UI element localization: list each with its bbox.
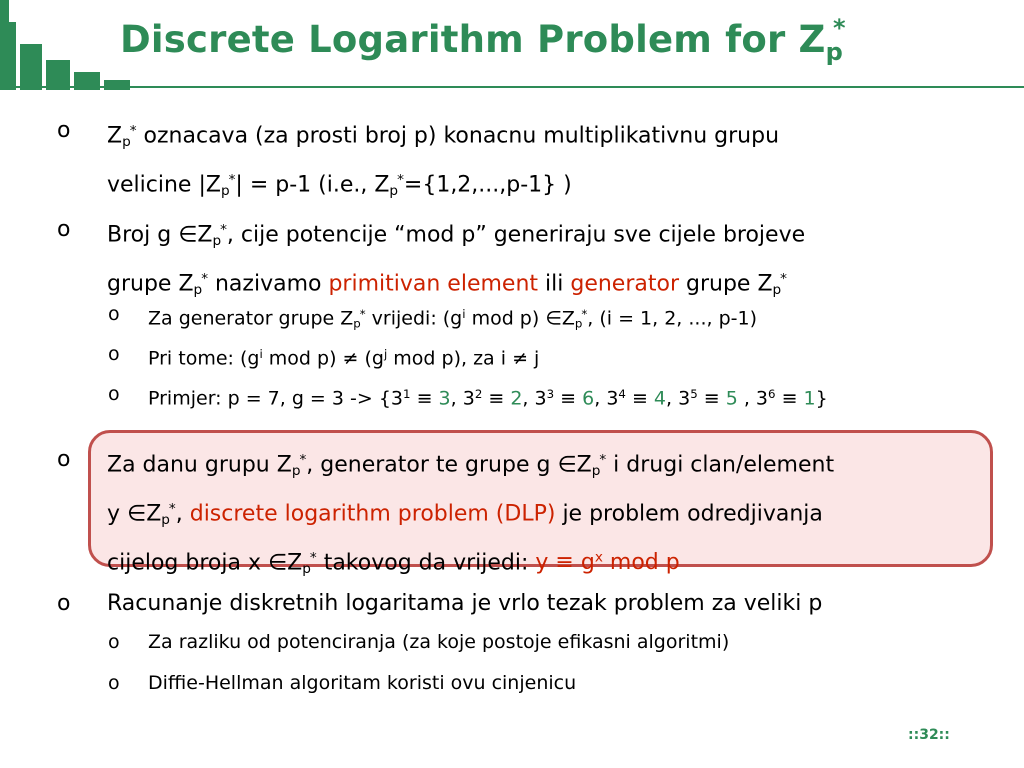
sub-bullet-example: o Primjer: p = 7, $g = 3 -> \{3^1 \equiv 3$, $3^2 \equiv 2$, $3^3 \equiv 6$, $3^4 \equiv 4$, $3^5 \equiv 5$ , $3^6 \equiv 1$} [108, 383, 828, 410]
sub-bullet-distinct-powers: o Pri tome: ($g^i$ mod $p) \ne (g^j$ mod p), za i ≠ j [108, 343, 540, 370]
sub-bullet-exponentiation: o Za razliku od potenciranja (za koje postoje efikasni algoritmi) [108, 631, 730, 653]
bullet-hardness: o Racunanje diskretnih logaritama je vrlo tezak problem za veliki p [57, 591, 823, 616]
page-title: Discrete Logarithm Problem for $Z_p^*$ [120, 14, 846, 66]
sub-bullet-generator-rule: o Za generator grupe $Z_p^*$ vrijedi: ($g^i$ mod p) $\in Z_p^*$, (i = 1, 2, ..., p-1) [108, 303, 758, 331]
bullet-dlp-definition: o Za danu grupu $Z_p^*$, generator te grupe g $\in Z_p^*$ i drugi clan/element y $\in Z_p^*$, discrete logarithm problem (DLP) je problem odredjivanja cijelog broja x $\in Z_p^*$ takovog da vrijedi: $y \equiv g^x$ mod p [57, 447, 835, 577]
dlp-term: discrete logarithm problem (DLP) [189, 501, 556, 527]
primitive-element-term: primitivan element [328, 271, 539, 297]
sub-bullet-diffie-hellman: o Diffie-Hellman algoritam koristi ovu cinjenicu [108, 672, 577, 694]
bullet-group-order: o $Z_p^*$ oznacava (za prosti broj p) konacnu multiplikativnu grupu velicine $|Z_p^*| = p-1$ (i.e., $Z_p^*=\{1,2,...,p-1\}$ ) [57, 118, 780, 199]
bullet-primitive-element: o Broj g $\in Z_p^*$, cije potencije “mod p” generiraju sve cijele brojeve grupe $Z_p^*$ nazivamo primitivan element ili generator grupe $Z_p^*$ [57, 217, 806, 298]
dlp-equation: $y \equiv g^x$ mod p [535, 549, 680, 576]
generator-term: generator [570, 271, 679, 297]
page-number: ::32:: [908, 727, 950, 743]
